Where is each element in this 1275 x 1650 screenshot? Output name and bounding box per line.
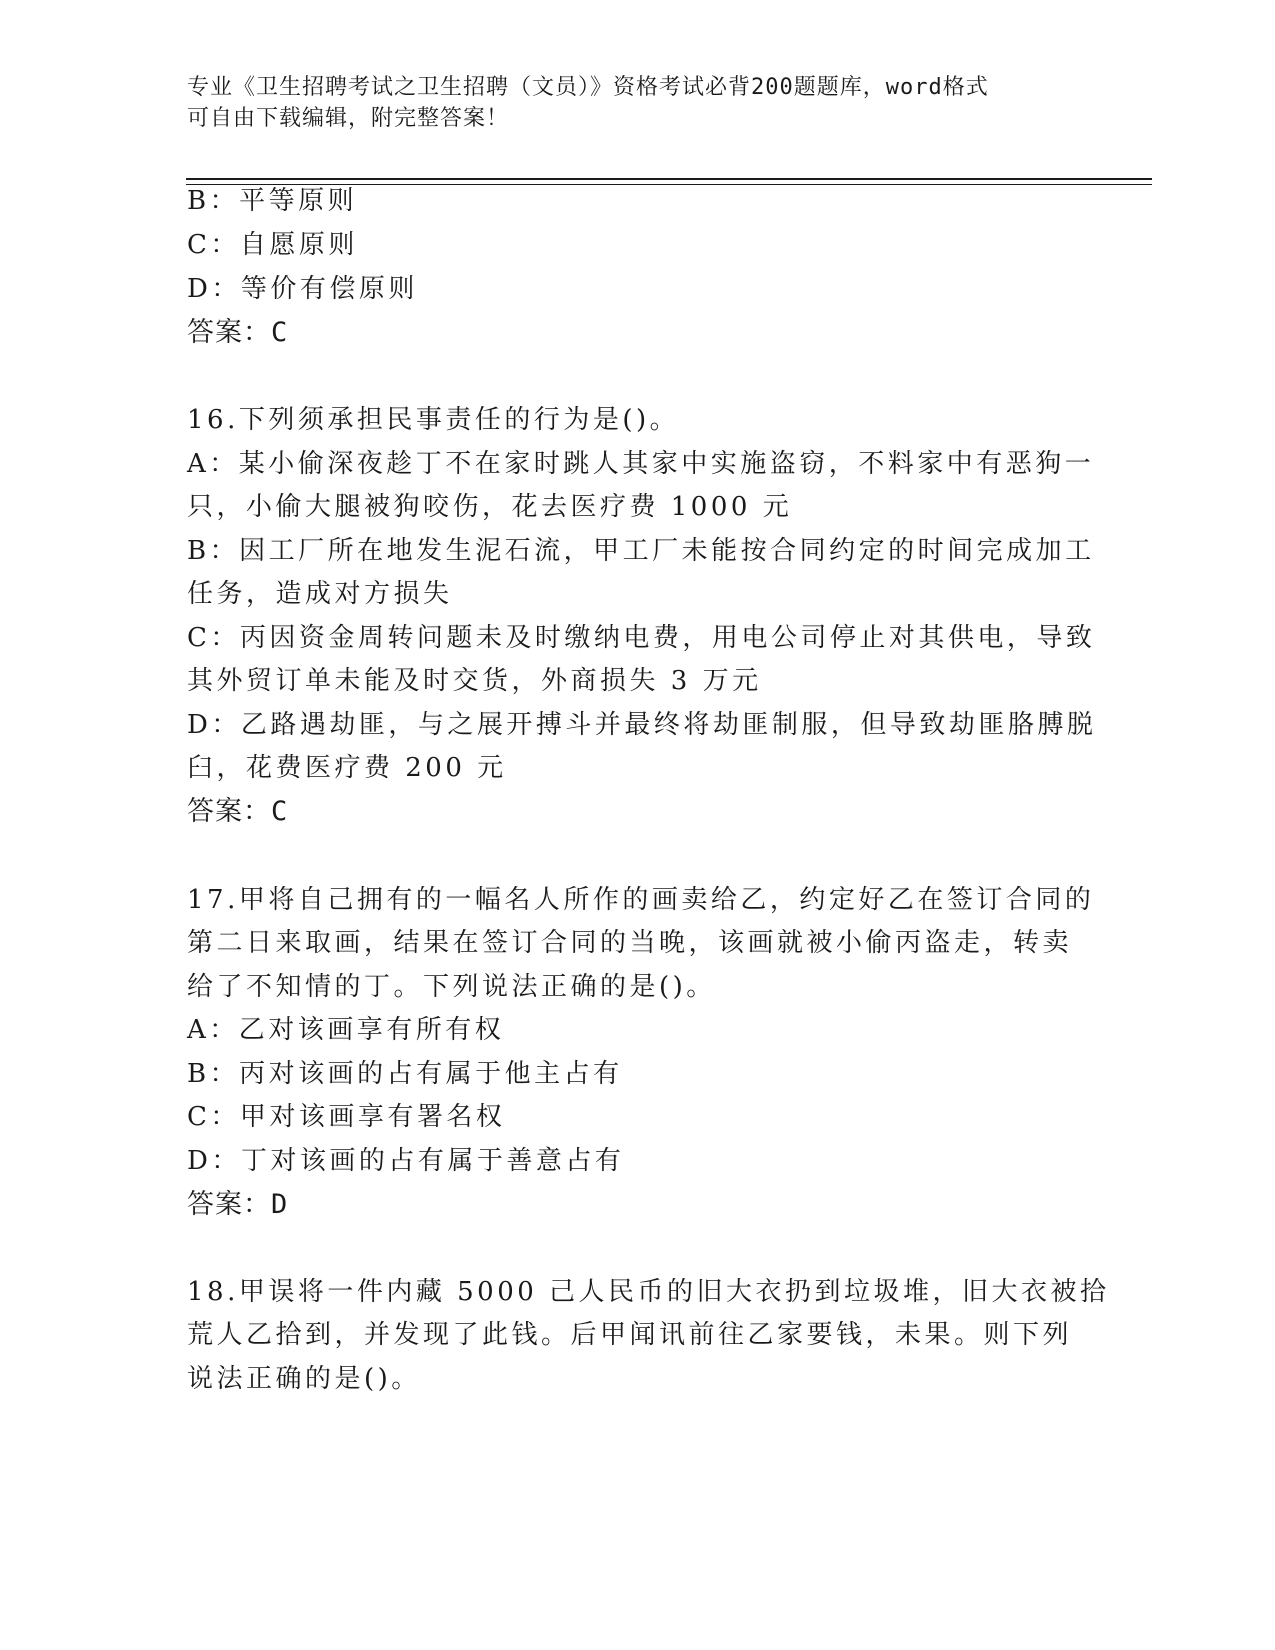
q16-option-a-line-2: 只，小偷大腿被狗咬伤，花去医疗费 1000 元 xyxy=(187,492,793,522)
q17-stem-line-1: 17.甲将自己拥有的一幅名人所作的画卖给乙，约定好乙在签订合同的 xyxy=(187,885,1095,915)
q16-stem: 16.下列须承担民事责任的行为是()。 xyxy=(187,405,680,435)
q17-stem-line-2: 第二日来取画，结果在签订合同的当晚，该画就被小偷丙盗走，转卖 xyxy=(187,928,1073,958)
header-divider-thick xyxy=(186,178,1152,180)
q17-option-b: B：丙对该画的占有属于他主占有 xyxy=(187,1059,623,1089)
q17-option-d: D：丁对该画的占有属于善意占有 xyxy=(187,1146,625,1176)
q18-stem-line-3: 说法正确的是()。 xyxy=(187,1364,421,1394)
q15-answer: 答案：C xyxy=(187,317,289,348)
q17-option-a: A：乙对该画享有所有权 xyxy=(187,1015,505,1045)
doc-header-line-1: 专业《卫生招聘考试之卫生招聘（文员）》资格考试必背200题题库，word格式 xyxy=(187,75,989,100)
q17-answer: 答案：D xyxy=(187,1189,289,1220)
doc-header-line-2: 可自由下载编辑，附完整答案！ xyxy=(187,106,510,131)
q16-answer: 答案：C xyxy=(187,796,289,827)
q16-option-b-line-1: B：因工厂所在地发生泥石流，甲工厂未能按合同约定的时间完成加工 xyxy=(187,536,1095,566)
q15-option-d: D：等价有偿原则 xyxy=(187,274,418,304)
q16-option-a-line-1: A：某小偷深夜趁丁不在家时跳人其家中实施盗窃，不料家中有恶狗一 xyxy=(187,449,1095,479)
q16-option-b-line-2: 任务，造成对方损失 xyxy=(187,579,453,609)
q16-option-d-line-2: 臼，花费医疗费 200 元 xyxy=(187,753,507,783)
q15-option-b: B：平等原则 xyxy=(187,186,358,216)
q17-stem-line-3: 给了不知情的丁。下列说法正确的是()。 xyxy=(187,972,716,1002)
q17-option-c: C：甲对该画享有署名权 xyxy=(187,1102,506,1132)
q16-option-c-line-1: C：丙因资金周转问题未及时缴纳电费，用电公司停止对其供电，导致 xyxy=(187,623,1096,653)
q15-option-c: C：自愿原则 xyxy=(187,230,358,260)
q16-option-c-line-2: 其外贸订单未能及时交货，外商损失 3 万元 xyxy=(187,666,762,696)
q16-option-d-line-1: D：乙路遇劫匪，与之展开搏斗并最终将劫匪制服，但导致劫匪胳膊脱 xyxy=(187,710,1097,740)
q18-stem-line-1: 18.甲误将一件内藏 5000 己人民币的旧大衣扔到垃圾堆，旧大衣被拾 xyxy=(187,1277,1110,1307)
q18-stem-line-2: 荒人乙拾到，并发现了此钱。后甲闻讯前往乙家要钱，未果。则下列 xyxy=(187,1320,1073,1350)
